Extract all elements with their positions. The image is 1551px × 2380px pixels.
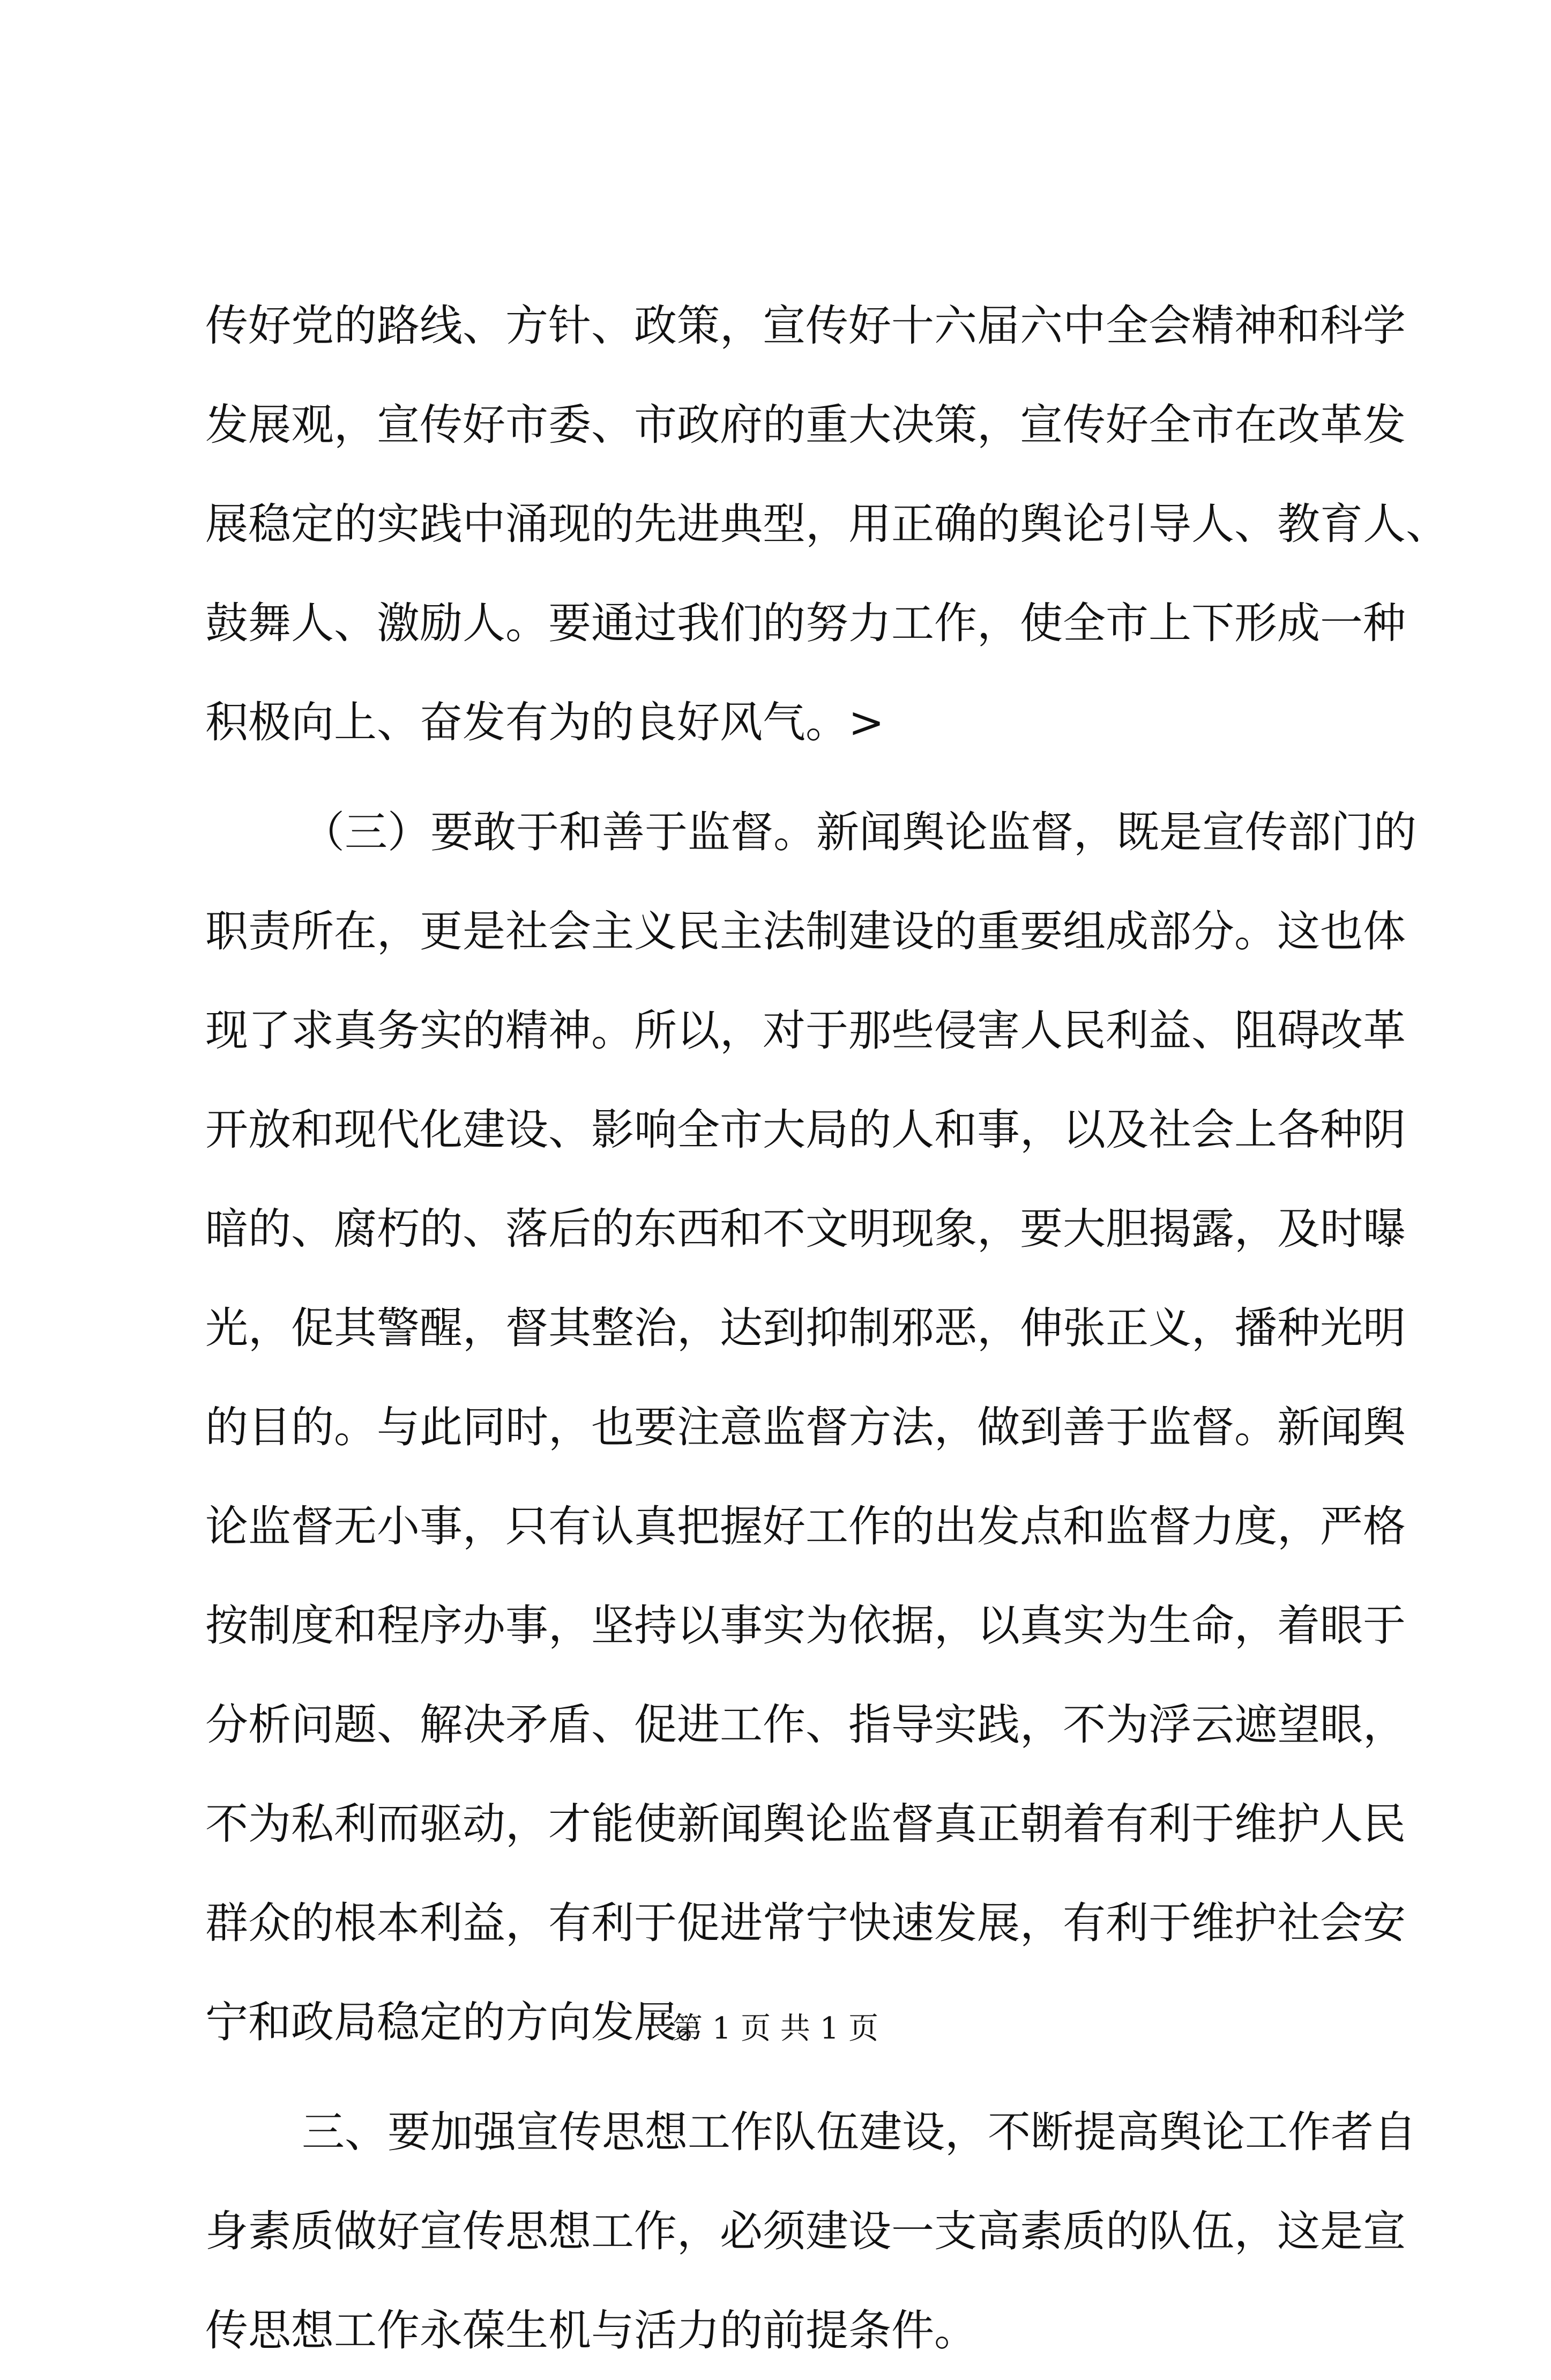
text-line: 开放和现代化建设、影响全市大局的人和事，以及社会上各种阴 xyxy=(205,1105,1406,1155)
text-line: 的目的。与此同时，也要注意监督方法，做到善于监督。新闻舆 xyxy=(205,1402,1406,1452)
text-line: 身素质做好宣传思想工作，必须建设一支高素质的队伍，这是宣 xyxy=(205,2206,1406,2256)
paragraph-gap xyxy=(205,772,1363,783)
text-line: 现了求真务实的精神。所以，对于那些侵害人民利益、阻碍改革 xyxy=(205,1006,1406,1055)
text-line: 发展观，宣传好市委、市政府的重大决策，宣传好全市在改革发 xyxy=(205,400,1406,450)
text-line: 传好党的路线、方针、政策，宣传好十六届六中全会精神和科学 xyxy=(205,301,1406,351)
text-line: 积极向上、奋发有为的良好风气。> xyxy=(205,697,885,747)
text-line: 传思想工作永葆生机与活力的前提条件。 xyxy=(205,2305,977,2355)
text-line: 暗的、腐朽的、落后的东西和不文明现象，要大胆揭露，及时曝 xyxy=(205,1204,1406,1254)
text-line: 鼓舞人、激励人。要通过我们的努力工作，使全市上下形成一种 xyxy=(205,598,1406,648)
paragraph-2 xyxy=(205,783,1416,2072)
paragraph-3 xyxy=(205,2082,1416,2380)
text-line: 宁和政局稳定的方向发展。 xyxy=(205,1997,720,2047)
paragraph-gap xyxy=(205,2072,1363,2082)
text-line: 三、要加强宣传思想工作队伍建设，不断提高舆论工作者自 xyxy=(302,2107,1416,2157)
text-line: （三）要敢于和善于监督。新闻舆论监督，既是宣传部门的 xyxy=(302,807,1416,857)
document-body xyxy=(205,276,1449,2380)
text-line: 按制度和程序办事，坚持以事实为依据，以真实为生命，着眼于 xyxy=(205,1601,1406,1650)
paragraph-1 xyxy=(205,276,1449,772)
text-line: 光，促其警醒，督其整治，达到抑制邪恶，伸张正义，播种光明 xyxy=(205,1303,1406,1353)
text-line: 论监督无小事，只有认真把握好工作的出发点和监督力度，严格 xyxy=(205,1501,1406,1551)
text-line: 职责所在，更是社会主义民主法制建设的重要组成部分。这也体 xyxy=(205,906,1406,956)
text-line: 分析问题、解决矛盾、促进工作、指导实践，不为浮云遮望眼， xyxy=(205,1700,1406,1750)
text-line: 不为私利而驱动，才能使新闻舆论监督真正朝着有利于维护人民 xyxy=(205,1799,1406,1849)
text-line: 展稳定的实践中涌现的先进典型，用正确的舆论引导人、教育人、 xyxy=(205,499,1449,549)
page-number-footer: 第 1 页 共 1 页 xyxy=(672,2011,879,2046)
text-line: 群众的根本利益，有利于促进常宁快速发展，有利于维护社会安 xyxy=(205,1898,1406,1948)
